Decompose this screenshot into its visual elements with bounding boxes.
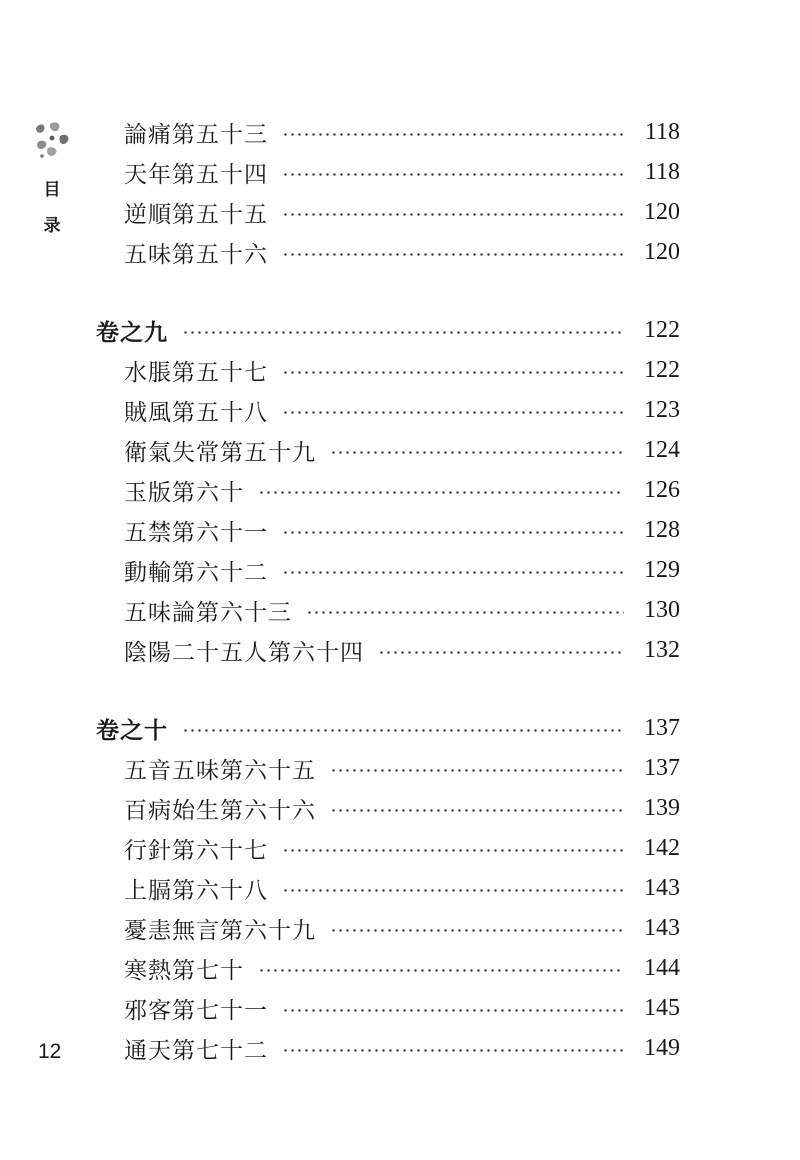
ornament-icon xyxy=(30,118,74,162)
toc-entry-page: 122 xyxy=(644,356,680,383)
toc-entry-title: 百病始生第六十六 xyxy=(124,797,316,824)
toc-entry[interactable] xyxy=(124,948,680,988)
dot-leader xyxy=(258,491,624,494)
toc-entry[interactable] xyxy=(124,828,680,868)
dot-leader xyxy=(282,571,624,574)
dot-leader xyxy=(330,451,624,454)
dot-leader xyxy=(330,809,624,812)
toc-entry-page: 145 xyxy=(644,994,680,1021)
toc-volume-page: 122 xyxy=(644,316,680,343)
dot-leader xyxy=(282,213,624,216)
toc-entry-title: 邪客第七十一 xyxy=(124,997,268,1024)
toc-entry-title: 五音五味第六十五 xyxy=(124,757,316,784)
toc-entry[interactable] xyxy=(124,1028,680,1068)
toc-volume-heading[interactable] xyxy=(96,708,680,748)
dot-leader xyxy=(282,889,624,892)
toc-entry-title: 憂恚無言第六十九 xyxy=(124,917,316,944)
dot-leader xyxy=(282,411,624,414)
toc-entry[interactable] xyxy=(124,112,680,152)
toc-entry-page: 120 xyxy=(644,238,680,265)
toc-entry-title: 五味論第六十三 xyxy=(124,599,292,626)
toc-entry[interactable] xyxy=(124,192,680,232)
toc-entry-title: 動輸第六十二 xyxy=(124,559,268,586)
dot-leader xyxy=(282,531,624,534)
toc-entry-page: 118 xyxy=(644,118,680,145)
toc-volume-title: 卷之九 xyxy=(96,318,168,346)
dot-leader xyxy=(378,651,624,654)
toc-entry-title: 論痛第五十三 xyxy=(124,121,268,148)
toc-entry-page: 132 xyxy=(644,636,680,663)
dot-leader xyxy=(282,133,624,136)
toc-entry-page: 142 xyxy=(644,834,680,861)
dot-leader xyxy=(282,1049,624,1052)
toc-volume-heading[interactable] xyxy=(96,310,680,350)
dot-leader xyxy=(258,969,624,972)
toc-entry[interactable] xyxy=(124,630,680,670)
dot-leader xyxy=(330,929,624,932)
toc-entry-title: 五味第五十六 xyxy=(124,241,268,268)
toc-entry-page: 130 xyxy=(644,596,680,623)
toc-entry-page: 126 xyxy=(644,476,680,503)
toc-entry[interactable] xyxy=(124,470,680,510)
toc-entry-page: 123 xyxy=(644,396,680,423)
toc-entry[interactable] xyxy=(124,350,680,390)
toc-entry-title: 逆順第五十五 xyxy=(124,201,268,228)
toc-entry-title: 寒熱第七十 xyxy=(124,957,244,984)
toc-entry-title: 陰陽二十五人第六十四 xyxy=(124,639,364,666)
toc-entry-page: 129 xyxy=(644,556,680,583)
toc-entry-page: 149 xyxy=(644,1034,680,1061)
toc-entry-page: 143 xyxy=(644,914,680,941)
dot-leader xyxy=(182,729,624,732)
toc-entry[interactable] xyxy=(124,430,680,470)
toc-entry[interactable] xyxy=(124,390,680,430)
toc-entry[interactable] xyxy=(124,550,680,590)
section-title-char: 目 xyxy=(43,180,61,200)
toc-entry-page: 124 xyxy=(644,436,680,463)
dot-leader xyxy=(282,849,624,852)
toc-entry[interactable] xyxy=(124,788,680,828)
dot-leader xyxy=(306,611,624,614)
page-number: 12 xyxy=(38,1040,62,1063)
dot-leader xyxy=(282,1009,624,1012)
toc-volume-page: 137 xyxy=(644,714,680,741)
toc-entry[interactable] xyxy=(124,908,680,948)
toc-entry-page: 128 xyxy=(644,516,680,543)
dot-leader xyxy=(330,769,624,772)
toc-entry[interactable] xyxy=(124,510,680,550)
dot-leader xyxy=(282,371,624,374)
toc-entry-title: 天年第五十四 xyxy=(124,161,268,188)
toc-entry-title: 上膈第六十八 xyxy=(124,877,268,904)
toc-entry-title: 衛氣失常第五十九 xyxy=(124,439,316,466)
toc-entry-page: 143 xyxy=(644,874,680,901)
toc-entry[interactable] xyxy=(124,748,680,788)
toc-entry[interactable] xyxy=(124,152,680,192)
toc-entry-page: 144 xyxy=(644,954,680,981)
toc-entry-title: 行針第六十七 xyxy=(124,837,268,864)
section-title-char: 录 xyxy=(43,216,61,236)
toc-entry-title: 五禁第六十一 xyxy=(124,519,268,546)
dot-leader xyxy=(282,253,624,256)
toc-entry-title: 賊風第五十八 xyxy=(124,399,268,426)
toc-entry[interactable] xyxy=(124,232,680,272)
toc-entry[interactable] xyxy=(124,590,680,630)
toc-entry-title: 水脹第五十七 xyxy=(124,359,268,386)
toc-entry-title: 通天第七十二 xyxy=(124,1037,268,1064)
toc-entry-page: 137 xyxy=(644,754,680,781)
toc-entry[interactable] xyxy=(124,988,680,1028)
toc-volume-title: 卷之十 xyxy=(96,716,168,744)
dot-leader xyxy=(282,173,624,176)
toc-entry-page: 139 xyxy=(644,794,680,821)
toc-entry-title: 玉版第六十 xyxy=(124,479,244,506)
toc-entry-page: 120 xyxy=(644,198,680,225)
toc-entry[interactable] xyxy=(124,868,680,908)
dot-leader xyxy=(182,331,624,334)
section-title-vertical xyxy=(40,172,64,244)
toc-entry-page: 118 xyxy=(644,158,680,185)
